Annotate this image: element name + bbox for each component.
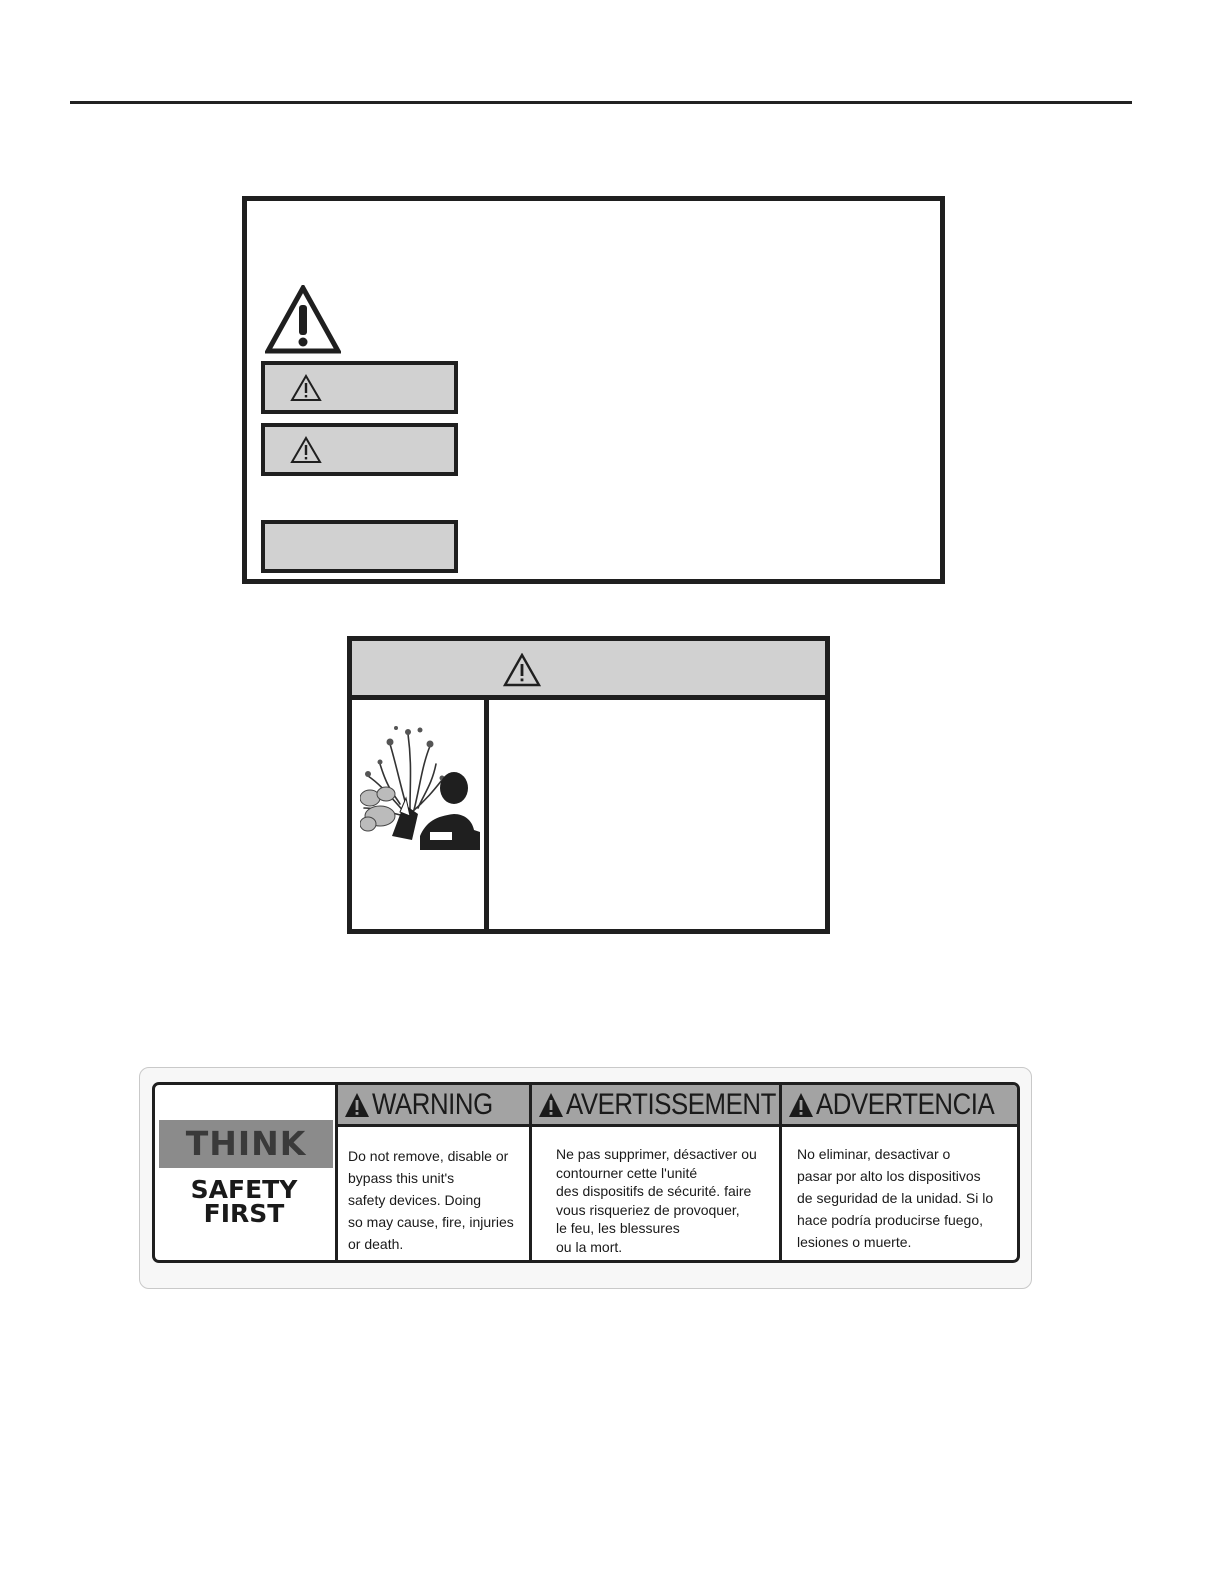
- hazard-pictogram-cell: [352, 700, 489, 929]
- header-rule: [70, 101, 1132, 104]
- spanish-warning-header: [782, 1085, 1017, 1127]
- french-warning-header: [532, 1085, 779, 1127]
- spanish-warning-title: ADVERTENCIA: [816, 1087, 995, 1121]
- safety-decal-frame: [152, 1082, 1020, 1263]
- alert-triangle-icon: [290, 374, 322, 402]
- think-safety-first-panel: [155, 1085, 338, 1260]
- hazard-label-header: [352, 641, 825, 700]
- explosion-hazard-icon: [360, 724, 482, 854]
- alert-triangle-icon: [503, 653, 541, 687]
- notice-signal-panel: [261, 520, 458, 573]
- warning-signal-panel: [261, 423, 458, 476]
- safety-alert-symbol-icon: [265, 285, 341, 355]
- english-warning-panel: [338, 1085, 532, 1260]
- signal-word-definitions-box: [242, 196, 945, 584]
- french-warning-panel: [532, 1085, 782, 1260]
- safety-first-text: SAFETY FIRST: [190, 1175, 298, 1228]
- explosion-hazard-label: [347, 636, 830, 934]
- english-warning-title: WARNING: [372, 1087, 493, 1121]
- think-banner: THINK: [159, 1120, 333, 1168]
- english-warning-header: [338, 1085, 529, 1127]
- english-warning-body: Do not remove, disable or bypass this unit's safety devices. Doing so may cause, fire, injuries or death.: [348, 1148, 514, 1252]
- alert-triangle-icon: [788, 1092, 814, 1118]
- alert-triangle-icon: [290, 436, 322, 464]
- alert-triangle-icon: [344, 1092, 370, 1118]
- french-warning-body: Ne pas supprimer, désactiver ou contourner cette l'unité des dispositifs de sécurité. faire vous risqueriez de provoquer, le feu, les blessures ou la mort.: [556, 1146, 757, 1255]
- spanish-warning-body: No eliminar, desactivar o pasar por alto los dispositivos de seguridad de la unidad. Si lo hace podría producirse fuego, lesiones o muerte.: [797, 1146, 994, 1250]
- danger-signal-panel: [261, 361, 458, 414]
- french-warning-title: AVERTISSEMENT: [566, 1087, 776, 1121]
- spanish-warning-panel: [782, 1085, 1017, 1260]
- hazard-message-cell: [489, 700, 825, 929]
- safety-decal: [139, 1067, 1032, 1289]
- alert-triangle-icon: [538, 1092, 564, 1118]
